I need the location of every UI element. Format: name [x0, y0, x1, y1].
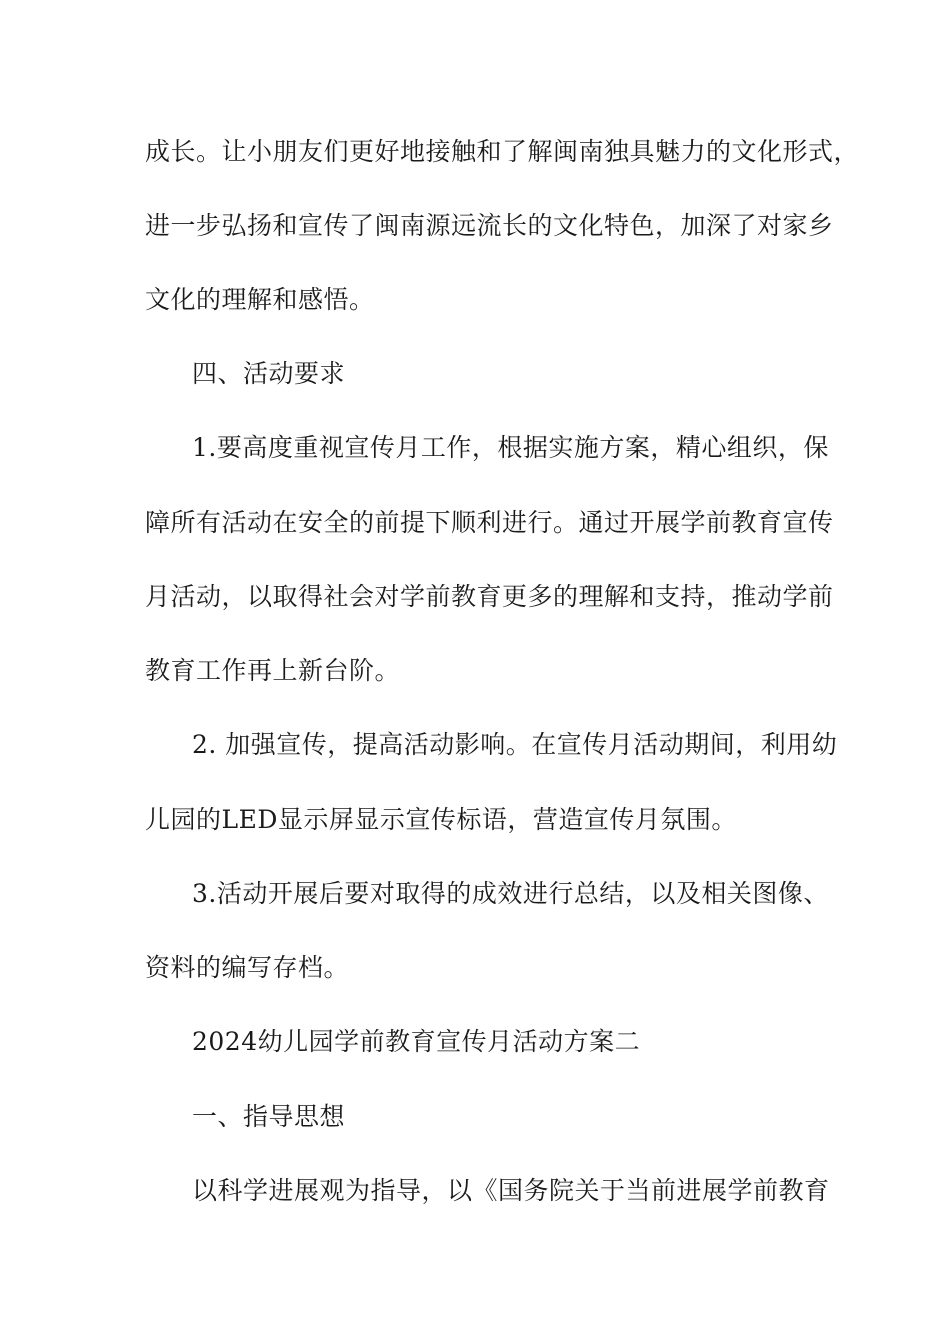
paragraph-line: 3.活动开展后要对取得的成效进行总结，以及相关图像、	[192, 879, 829, 908]
paragraph-line: 教育工作再上新台阶。	[145, 656, 401, 685]
paragraph-line: 月活动，以取得社会对学前教育更多的理解和支持，推动学前	[145, 582, 834, 611]
paragraph-line: 资料的编写存档。	[145, 953, 350, 982]
paragraph-line: 文化的理解和感悟。	[145, 285, 375, 314]
paragraph-line: 障所有活动在安全的前提下顺利进行。通过开展学前教育宣传	[145, 508, 834, 537]
paragraph-line: 成长。让小朋友们更好地接触和了解闽南独具魅力的文化形式，	[145, 137, 860, 166]
paragraph-line: 以科学进展观为指导，以《国务院关于当前进展学前教育	[192, 1176, 830, 1205]
paragraph-line: 儿园的LED显示屏显示宣传标语，营造宣传月氛围。	[145, 805, 737, 834]
paragraph-line: 进一步弘扬和宣传了闽南源远流长的文化特色，加深了对家乡	[145, 211, 834, 240]
section-heading: 四、活动要求	[192, 359, 346, 388]
paragraph-line: 2. 加强宣传，提高活动影响。在宣传月活动期间，利用幼	[192, 730, 838, 759]
section-heading: 一、指导思想	[192, 1102, 346, 1131]
paragraph-line: 1.要高度重视宣传月工作，根据实施方案，精心组织，保	[192, 433, 829, 462]
document-title: 2024幼儿园学前教育宣传月活动方案二	[192, 1027, 641, 1056]
